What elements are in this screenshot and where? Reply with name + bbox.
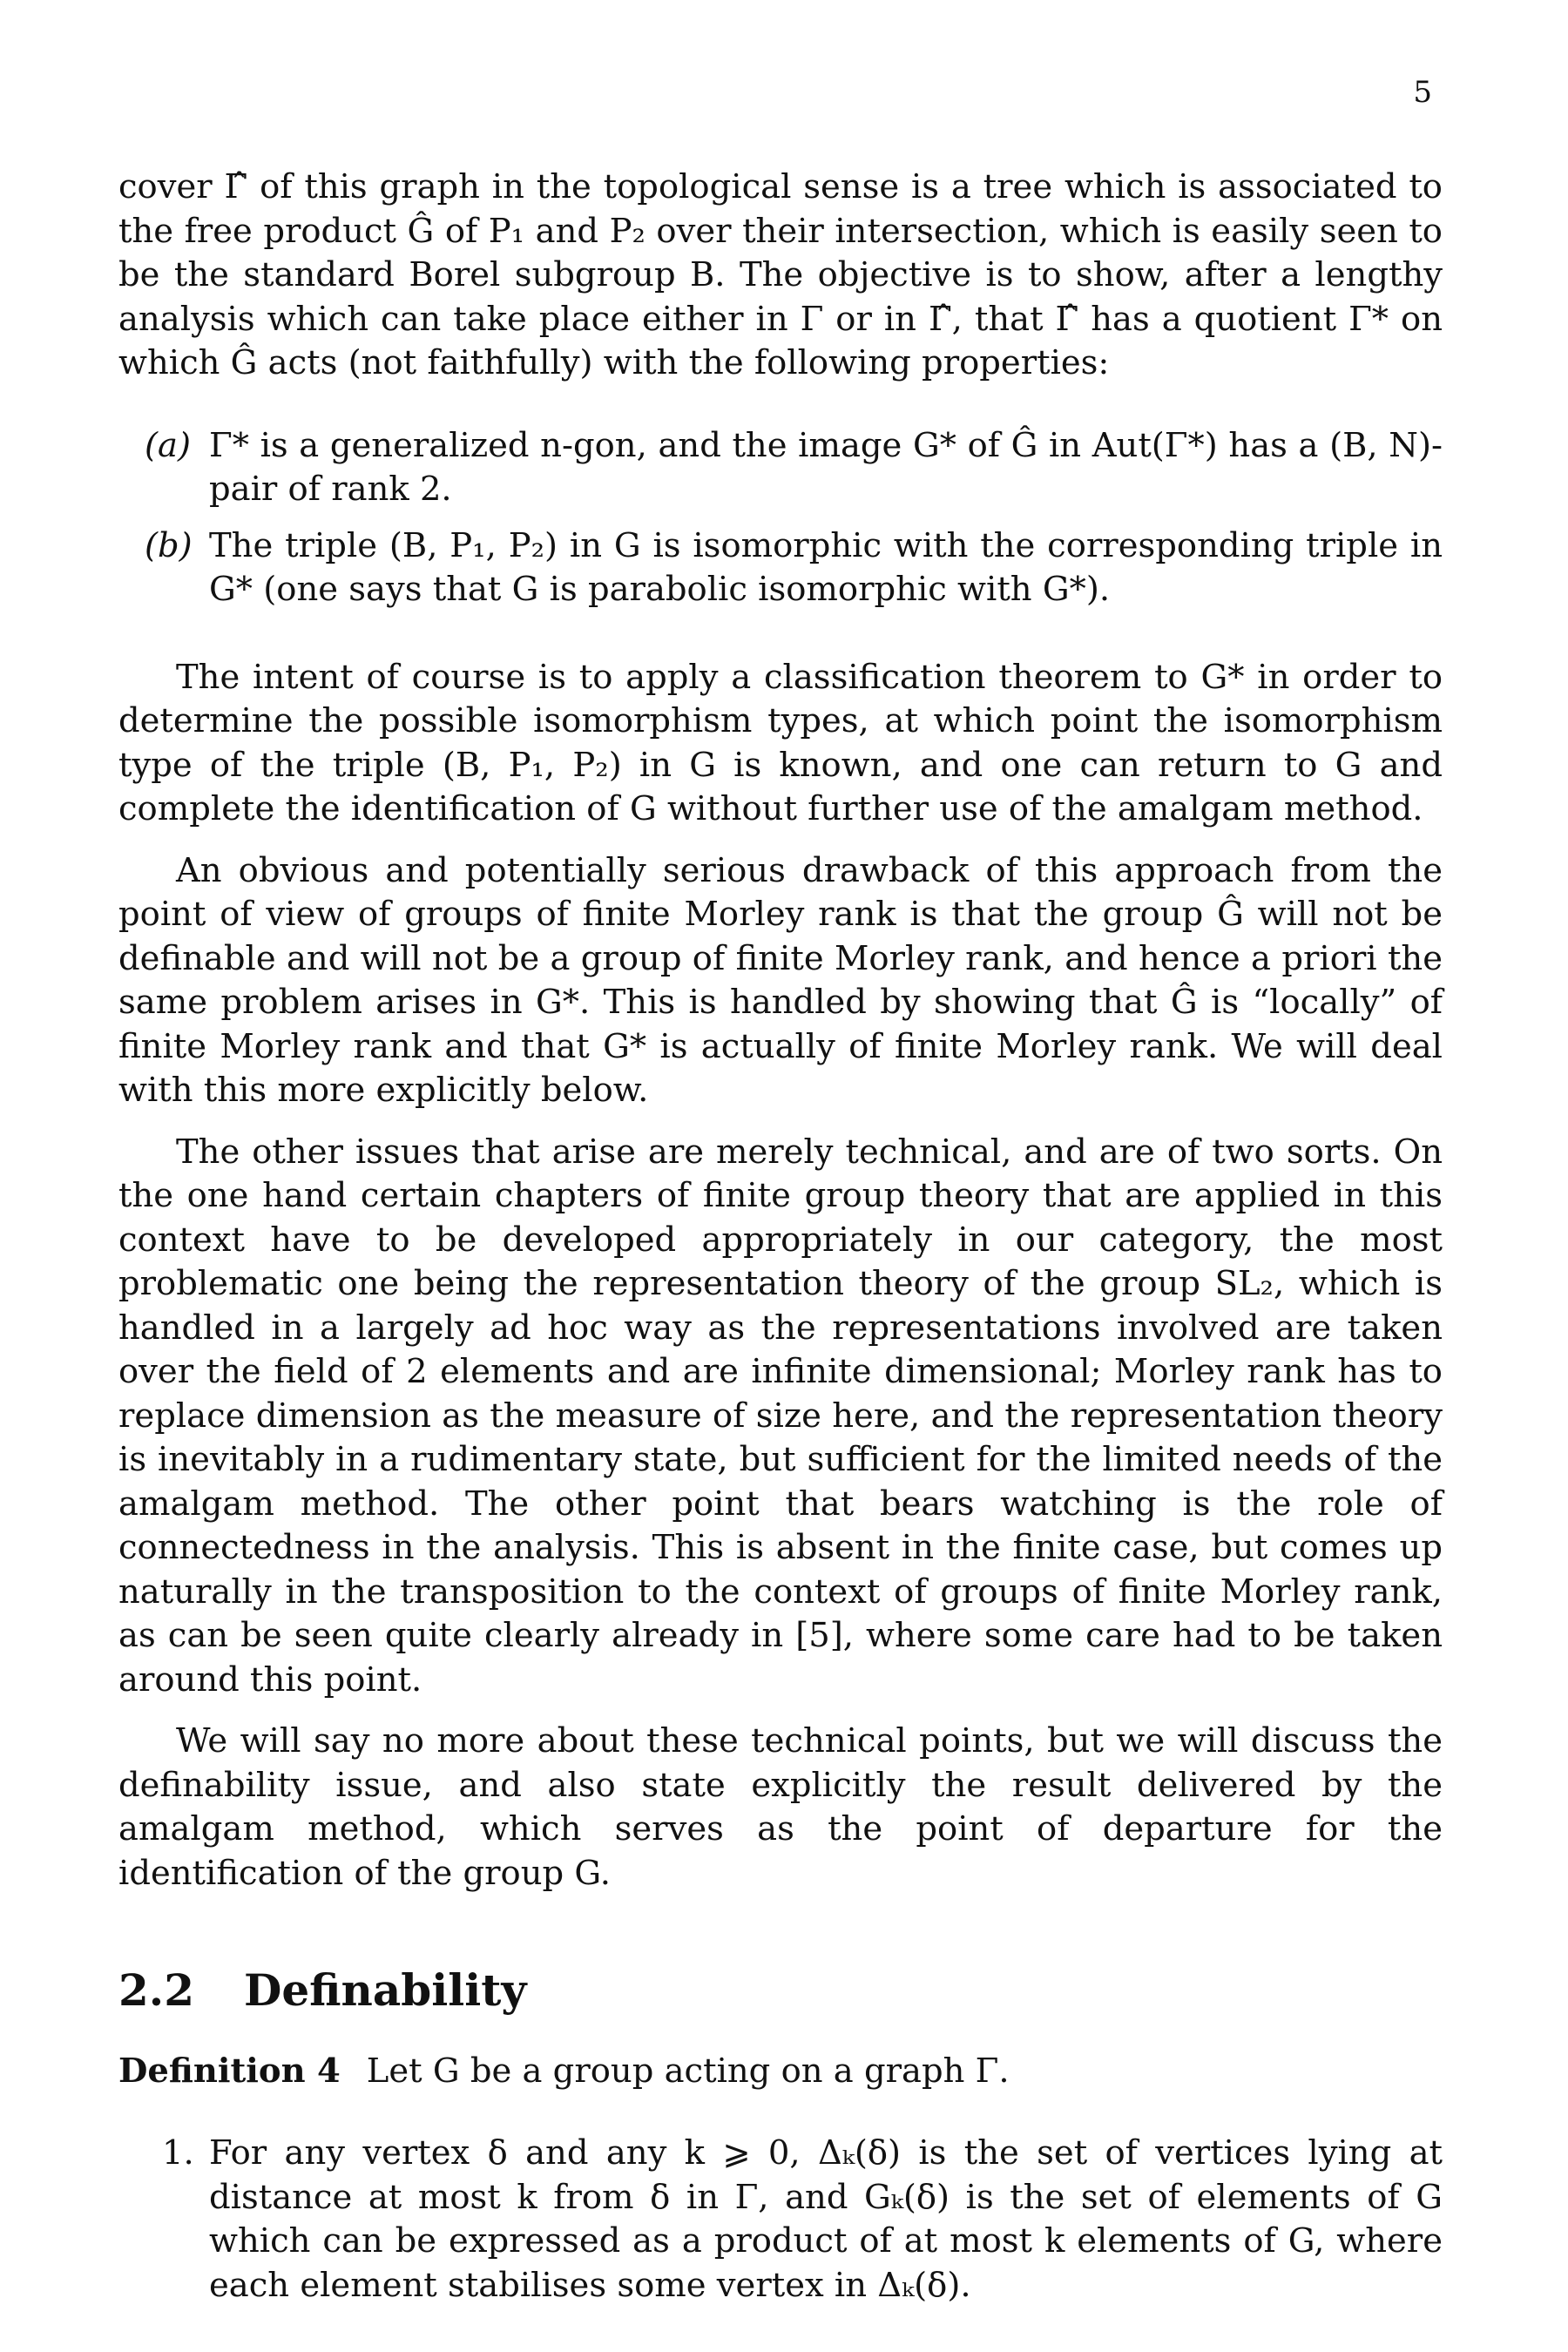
- property-item-b: [118, 524, 1443, 612]
- paragraph-drawback: An obvious and potentially serious drawback of this approach from the point of view of groups of finite Morley rank is that the group Ĝ will not be definable and will not be a group of finite Morley rank, and hence a priori the same problem arises in G*. This is handled by showing that Ĝ is “locally” of finite Morley rank and that G* is actually of finite Morley rank. We will deal with this more explicitly below.: [118, 850, 1443, 1110]
- section-heading: [118, 1964, 1443, 2016]
- property-marker: (b): [145, 525, 193, 565]
- property-item-a: [118, 424, 1443, 512]
- property-text: The triple (B, P₁, P₂) in G is isomorphic with the corresponding triple in G* (one says that G is parabolic isomorphic with G*).: [209, 525, 1443, 609]
- property-text: Γ* is a generalized n-gon, and the image G* of Ĝ in Aut(Γ*) has a (B, N)-pair of rank 2.: [209, 425, 1443, 509]
- paragraph-definability-intro: We will say no more about these technical points, but we will discuss the definability issue, and also state explicitly the result delivered by the amalgam method, which serves as the point of departure for the identification of the group G.: [118, 1721, 1443, 1893]
- definition-item-text: For any vertex δ and any k ⩾ 0, Δₖ(δ) is the set of vertices lying at distance at most k from δ in Γ, and Gₖ(δ) is the set of elements of G which can be expressed as a product of at most k elements of G, where each element stabilises some vertex in Δₖ(δ).: [209, 2133, 1443, 2305]
- section-title: Definability: [244, 1964, 527, 2016]
- definition-item-marker: 1.: [162, 2133, 194, 2173]
- definition: [118, 2050, 1443, 2094]
- property-marker: (a): [145, 425, 191, 465]
- page-body: [118, 166, 1443, 2308]
- page-number: 5: [1413, 75, 1432, 110]
- section-number: 2.2: [118, 1964, 194, 2016]
- intro-paragraph: cover Γ̂ of this graph in the topological sense is a tree which is associated to the free product Ĝ of P₁ and P₂ over their intersection, which is easily seen to be the standard Borel subgroup B. The objective is to show, after a lengthy analysis which can take place either in Γ or in Γ̂, that Γ̂ has a quotient Γ* on which Ĝ acts (not faithfully) with the following properties:: [118, 167, 1443, 382]
- paragraph-intent: The intent of course is to apply a classification theorem to G* in order to determine the possible isomorphism types, at which point the isomorphism type of the triple (B, P₁, P₂) in G is known, and one can return to G and complete the identification of G without further use of the amalgam method.: [118, 657, 1443, 828]
- definition-text: Let G be a group acting on a graph Γ.: [366, 2051, 1010, 2091]
- property-list: [118, 424, 1443, 612]
- paragraph-technical-issues: The other issues that arise are merely technical, and are of two sorts. On the one hand certain chapters of finite group theory that are applied in this context have to be developed appropriately in our category, the most problematic one being the representation theory of the group SL₂, which is handled in a largely ad hoc way as the representations involved are taken over the field of 2 elements and are infinite dimensional; Morley rank has to replace dimension as the measure of size here, and the representation theory is inevitably in a rudimentary state, but sufficient for the limited needs of the amalgam method. The other point that bears watching is the role of connectedness in the analysis. This is absent in the finite case, but comes up naturally in the transposition to the context of groups of finite Morley rank, as can be seen quite clearly already in [5], where some care had to be taken around this point.: [118, 1132, 1443, 1700]
- definition-label: Definition 4: [118, 2051, 341, 2091]
- definition-item-1: [118, 2132, 1443, 2308]
